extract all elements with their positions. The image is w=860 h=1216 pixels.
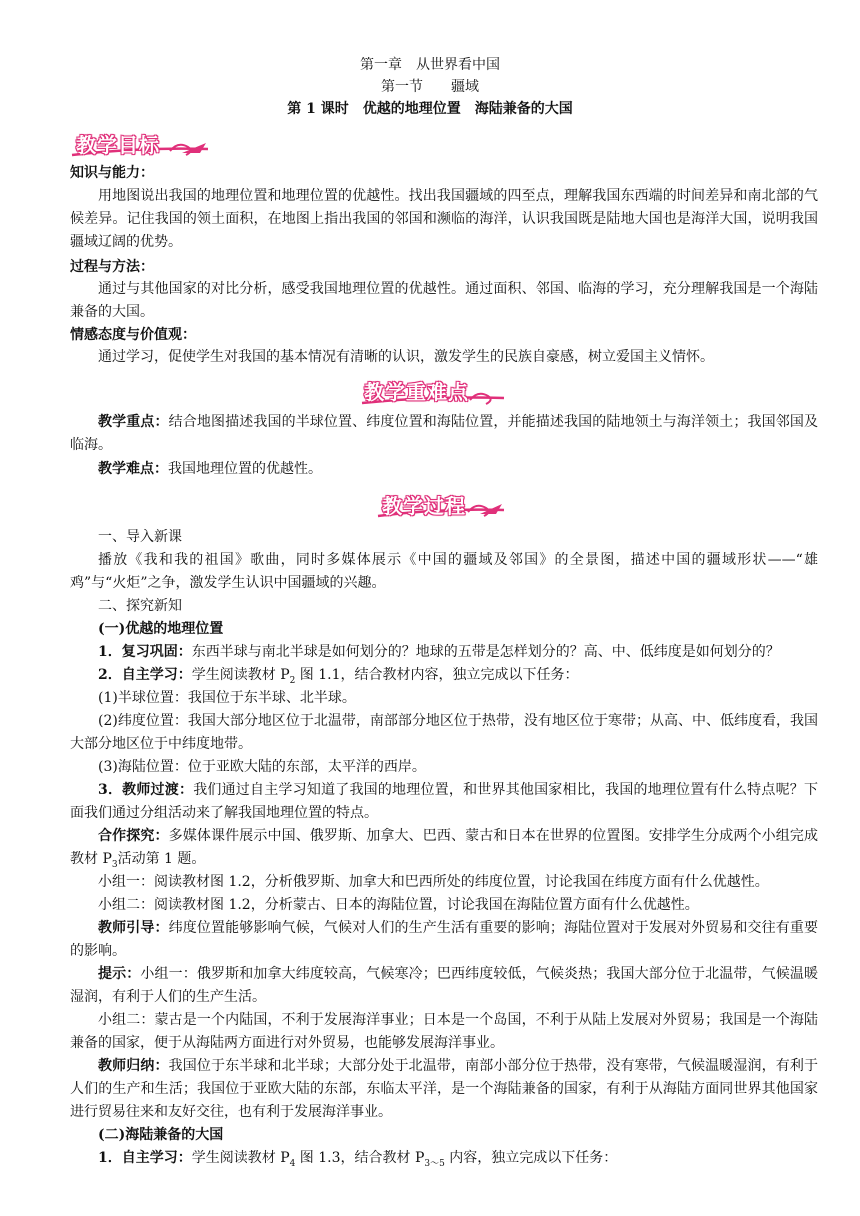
section-title: 第一节 疆域 (381, 79, 479, 95)
subsection-two-heading: (二)海陆兼备的大国 (98, 1127, 224, 1143)
difficult-point: 教学难点：我国地理位置的优越性。 (98, 461, 322, 477)
subsection-one-heading: (一)优越的地理位置 (98, 621, 224, 637)
knowledge-label: 知识与能力： (70, 165, 154, 181)
hint-group-two: 小组二：蒙古是一个内陆国，不利于发展海洋事业；日本是一个岛国，不利于从陆上发展对外贸易；我国是一个海陆兼备的国家，便于从海陆两方面进行对外贸易，也能够发展海洋事业。 (70, 1012, 818, 1052)
self-study-item: 2．自主学习：学生阅读教材 $P_2$ 图 1.1，结合教材内容，独立完成以下任务： (98, 667, 579, 686)
review-item: 1．复习巩固：东西半球与南北半球是如何划分的？地球的五带是怎样划分的？高、中、低纬度是如何划分的？ (98, 644, 780, 660)
knowledge-text: 用地图说出我国的地理位置和地理位置的优越性。找出我国疆域的四至点，理解我国东西端的时间差异和南北部的气候差异。记住我国的领土面积，在地图上指出我国的邻国和濒临的海洋，认识我国既是陆地大国也是海洋大国，说明我国疆域辽阔的优势。 (70, 188, 818, 251)
objectives-banner-text: 教学目标 (76, 133, 160, 157)
teacher-transition: 3．教师过渡：我们通过自主学习知道了我国的地理位置，和世界其他国家相比，我国的地理位置有什么特点呢？下面我们通过分组活动来了解我国地理位置的特点。 (70, 782, 818, 822)
process-method-label: 过程与方法： (70, 259, 154, 275)
hint-group-one: 提示：小组一：俄罗斯和加拿大纬度较高，气候寒冷；巴西纬度较低，气候炎热；我国大部分位于北温带，气候温暖湿润，有利于人们的生产生活。 (70, 966, 819, 1006)
keypoints-banner (358, 372, 508, 406)
keypoints-banner-text: 教学重难点 (364, 380, 469, 404)
teacher-guidance: 教师引导：纬度位置能够影响气候，气候对人们的生产生活有重要的影响；海陆位置对于发展对外贸易和交往有重要的影响。 (70, 920, 819, 960)
self-study-item-2: 1．自主学习：学生阅读教材 $P_4$ 图 1.3，结合教材 $P_{3\sim 5}$ 内容，独立完成以下任务： (98, 1150, 618, 1169)
land-sea-item: (3)海陆位置：位于亚欧大陆的东部，太平洋的西岸。 (98, 759, 426, 775)
teacher-summary: 教师归纳：我国位于东半球和北半球；大部分处于北温带，南部小部分位于热带，没有寒带，气候温暖湿润，有利于人们的生产和生活；我国位于亚欧大陆的东部，东临太平洋，是一个海陆兼备的国家，有利于从海陆方面同世界其他国家进行贸易往来和友好交往，也有利于发展海洋事业。 (70, 1058, 819, 1121)
process-explore-heading: 二、探究新知 (98, 598, 182, 614)
process-banner-text: 教学过程 (382, 494, 466, 518)
cooperative-inquiry: 合作探究：多媒体课件展示中国、俄罗斯、加拿大、巴西、蒙古和日本在世界的位置图。安排学生分成两个小组完成教材 $P_3$活动第 1 题。 (70, 828, 819, 870)
group-two-task: 小组二：阅读教材图 1.2，分析蒙古、日本的海陆位置，讨论我国在海陆位置方面有什么优越性。 (98, 897, 699, 913)
process-banner (376, 486, 506, 520)
latitude-item: (2)纬度位置：我国大部分地区位于北温带，南部部分地区位于热带，没有地区位于寒带；从高、中、低纬度看，我国大部分地区位于中纬度地带。 (70, 713, 818, 753)
chapter-title: 第一章 从世界看中国 (360, 57, 500, 73)
emotion-label: 情感态度与价值观： (70, 327, 196, 343)
lesson-title: 第 1 课时 优越的地理位置 海陆兼备的大国 (287, 101, 573, 117)
process-method-text: 通过与其他国家的对比分析，感受我国地理位置的优越性。通过面积、邻国、临海的学习，充分理解我国是一个海陆兼备的大国。 (70, 281, 818, 321)
hemisphere-item: (1)半球位置：我国位于东半球、北半球。 (98, 690, 356, 706)
objectives-banner (70, 125, 210, 159)
process-intro-text: 播放《我和我的祖国》歌曲，同时多媒体展示《中国的疆域及邻国》的全景图，描述中国的疆域形状——“雄鸡”与“火炬”之争，激发学生认识中国疆域的兴趣。 (70, 552, 818, 592)
group-one-task: 小组一：阅读教材图 1.2，分析俄罗斯、加拿大和巴西所处的纬度位置，讨论我国在纬度方面有什么优越性。 (98, 874, 769, 890)
key-point: 教学重点：结合地图描述我国的半球位置、纬度位置和海陆位置，并能描述我国的陆地领土与海洋领土；我国邻国及临海。 (70, 414, 819, 454)
process-intro-heading: 一、导入新课 (98, 529, 182, 545)
emotion-text: 通过学习，促使学生对我国的基本情况有清晰的认识，激发学生的民族自豪感，树立爱国主义情怀。 (98, 349, 714, 365)
